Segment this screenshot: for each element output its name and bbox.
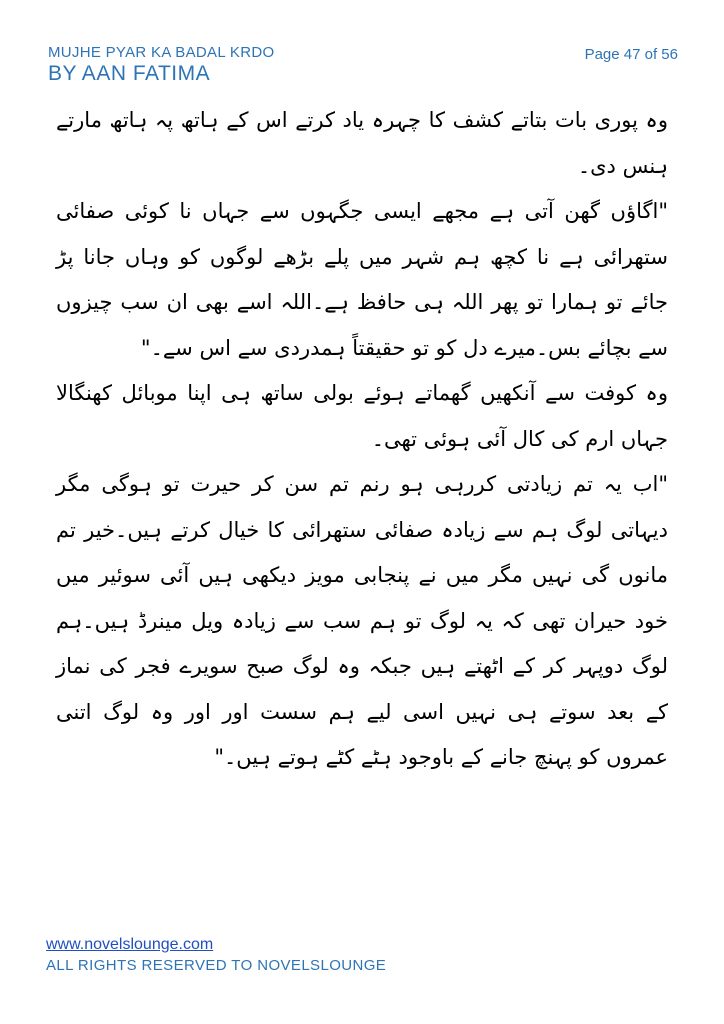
book-title: MUJHE PYAR KA BADAL KRDO (48, 44, 275, 61)
paragraph: "اگاؤں گھن آتی ہے مجھے ایسی جگہوں سے جہاں نا کوئی صفائی ستھرائی ہے نا کچھ ہم شہر میں پلے بڑھے لوگوں کو وہاں جانا پڑ جائے تو ہمارا تو پھر اللہ ہی حافظ ہے۔اللہ اسے بھی ان سب چیزوں سے بچائے بس۔میرے دل کو تو حقیقتاً ہمدردی سے اس سے۔" (56, 199, 668, 360)
page-number: Page 47 of 56 (584, 46, 678, 63)
paragraph: وہ کوفت سے آنکھیں گھماتے ہوئے بولی ساتھ ہی اپنا موبائل کھنگالا جہاں ارم کی کال آئی ہوئی تھی۔ (56, 381, 668, 451)
paragraph: وہ پوری بات بتاتے کشف کا چہرہ یاد کرتے اس کے ہاتھ پہ ہاتھ مارتے ہنس دی۔ (56, 108, 668, 178)
paragraph: "اب یہ تم زیادتی کررہی ہو رنم تم سن کر حیرت تو ہوگی مگر دیہاتی لوگ ہم سے زیادہ صفائی ستھرائی کا خیال کرتے ہیں۔خیر تم مانوں گی نہیں مگر میں نے پنجابی مویز دیکھی ہیں آئی سوئیر میں خود حیران تھی کہ یہ لوگ تو ہم سب سے زیادہ ویل مینرڈ ہیں۔ہم لوگ دوپہر کر کے اٹھتے ہیں جبکہ وہ لوگ صبح سویرے فجر کی نماز کے بعد سوتے ہی نہیں اسی لیے ہم سست اور اور وہ لوگ اتنی عمروں کو پہنچ جانے کے باوجود ہٹے کٹے ہوتے ہیں۔" (56, 472, 668, 769)
story-body (56, 98, 668, 781)
page-footer (46, 936, 386, 974)
website-link[interactable]: www.novelslounge.com (46, 936, 214, 953)
book-author: BY AAN FATIMA (48, 62, 211, 85)
rights-notice: ALL RIGHTS RESERVED TO NOVELSLOUNGE (46, 957, 387, 974)
page-header (48, 44, 274, 86)
